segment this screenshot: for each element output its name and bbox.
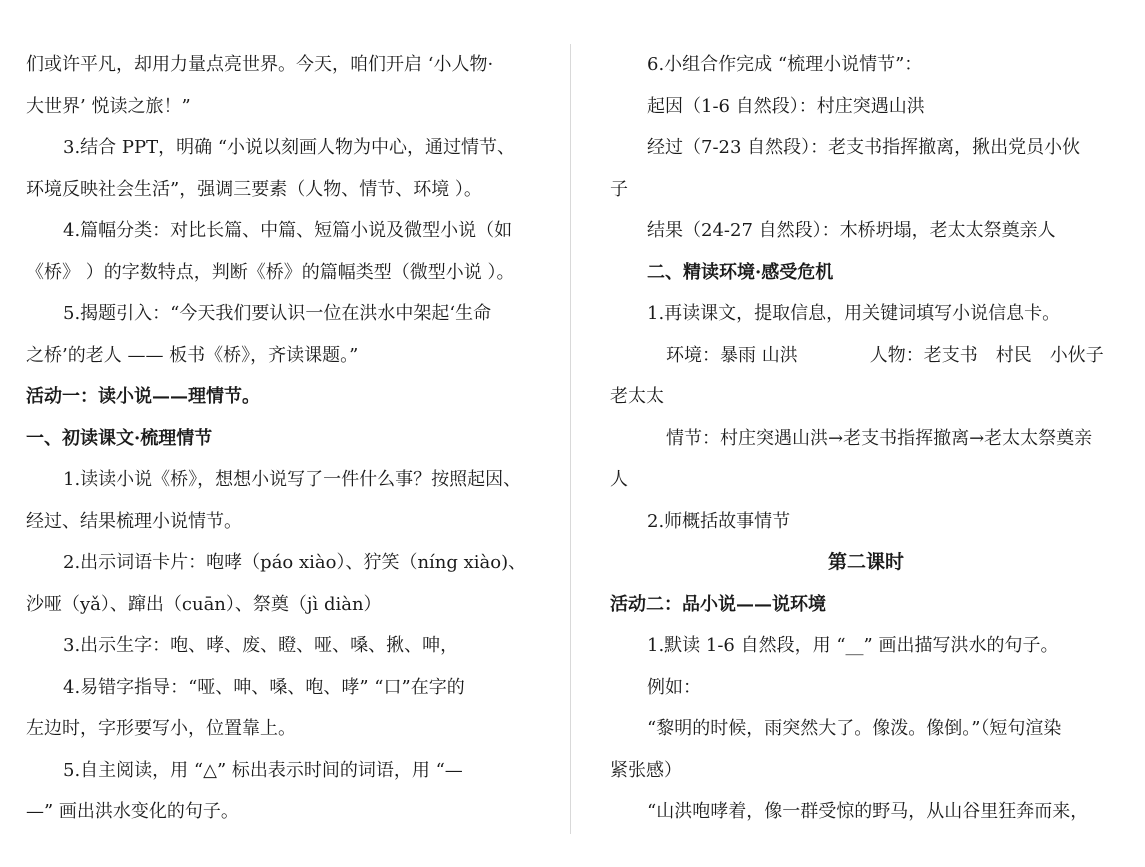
text-line: 1.再读课文，提取信息，用关键词填写小说信息卡。: [647, 303, 1061, 324]
text-line: 大世界’ 悦读之旅！”: [26, 95, 191, 117]
left-column: [26, 44, 538, 833]
text-line: 1.读读小说《桥》，想想小说写了一件什么事？按照起因、: [63, 469, 522, 490]
text-line: 们或许平凡，却用力量点亮世界。今天，咱们开启 ‘小人物·: [26, 54, 494, 75]
text-line: 左边时，字形要写小，位置靠上。: [26, 718, 296, 739]
text-line: 人: [610, 469, 628, 490]
section-heading: 二、精读环境·感受危机: [647, 261, 834, 283]
text-line: 起因（1-6 自然段）：村庄突遇山洪: [647, 95, 925, 117]
text-line: 2.师概括故事情节: [647, 510, 791, 532]
text-line: 沙哑（yǎ）、蹿出（cuān）、祭奠（jì diàn）: [26, 593, 382, 615]
text-line: 子: [610, 178, 628, 200]
right-column: [610, 44, 1122, 833]
text-line: “山洪咆哮着，像一群受惊的野马，从山谷里狂奔而来，: [647, 801, 1089, 822]
column-divider: [570, 44, 571, 834]
text-line: 5.揭题引入：“今天我们要认识一位在洪水中架起‘生命: [63, 303, 492, 324]
text-line: 紧张感）: [610, 759, 682, 781]
text-line: 《桥》 ）的字数特点，判断《桥》的篇幅类型（微型小说 ）。: [26, 261, 515, 283]
text-line: 情节：村庄突遇山洪→老支书指挥撤离→老太太祭奠亲: [666, 427, 1093, 449]
text-line: 5.自主阅读，用 “△” 标出表示时间的词语，用 “—: [63, 759, 463, 781]
text-line: 之桥’的老人 —— 板书《桥》，齐读课题。”: [26, 344, 359, 366]
text-line: 3.出示生字：咆、哮、废、瞪、哑、嗓、揪、呻，: [63, 635, 459, 656]
text-line: 6.小组合作完成 “梳理小说情节”：: [647, 54, 923, 75]
text-line: 结果（24-27 自然段）：木桥坍塌，老太太祭奠亲人: [647, 220, 1056, 241]
text-line: 3.结合 PPT，明确 “小说以刻画人物为中心，通过情节、: [63, 137, 516, 158]
text-line: 环境：暴雨 山洪 人物：老支书 村民 小伙子: [666, 344, 1104, 366]
text-line: 1.默读 1-6 自然段，用 “__” 画出描写洪水的句子。: [647, 635, 1059, 656]
section-heading: 一、初读课文·梳理情节: [26, 427, 213, 449]
text-line: 环境反映社会生活”，强调三要素（人物、情节、环境 ）。: [26, 178, 482, 200]
text-line: 4.篇幅分类：对比长篇、中篇、短篇小说及微型小说（如: [63, 220, 513, 241]
text-line: —” 画出洪水变化的句子。: [26, 801, 239, 822]
text-line: 例如：: [647, 676, 701, 698]
text-line: 经过（7-23 自然段）：老支书指挥撤离，揪出党员小伙: [647, 137, 1081, 158]
section-heading: 活动一：读小说——理情节。: [26, 386, 260, 407]
text-line: 经过、结果梳理小说情节。: [26, 510, 242, 532]
text-line: 老太太: [610, 386, 664, 407]
section-heading: 活动二：品小说——说环境: [610, 593, 826, 615]
text-line: 2.出示词语卡片：咆哮（páo xiào）、狞笑（níng xiào)、: [63, 552, 527, 573]
text-line: 4.易错字指导：“哑、呻、嗓、咆、哮” “口”在字的: [63, 676, 465, 698]
section-heading: 第二课时: [827, 551, 904, 573]
text-line: “黎明的时候，雨突然大了。像泼。像倒。”（短句渲染: [647, 718, 1062, 739]
